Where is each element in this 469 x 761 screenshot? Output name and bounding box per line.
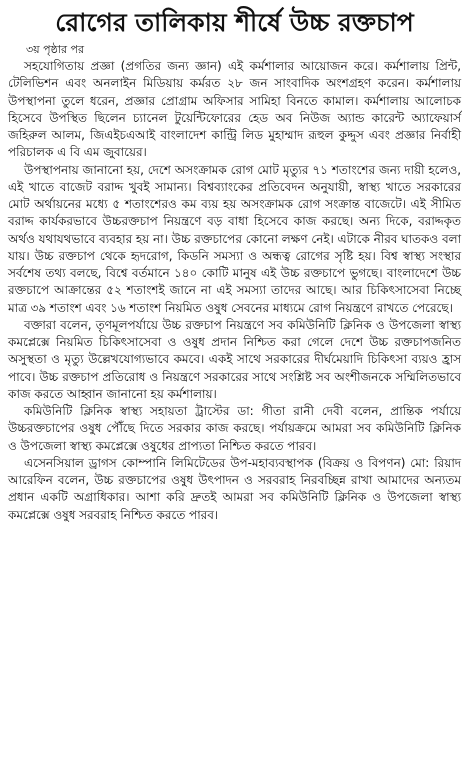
article-paragraph: সহযোগিতায় প্রজ্ঞা (প্রগতির জন্য জ্ঞান) এই কর্মশালার আয়োজন করে। কর্মশালায় প্রিন্ট, টেলিভিশন এবং অনলাইন মিডিয়ায় কর্মরত ২৮ জন সাংবাদিক অংশগ্রহণ করেন। কর্মশালায় উপস্থাপনা তুলে ধরেন, প্রজ্ঞার প্রোগ্রাম অফিসার সামিহা বিনতে কামাল। কর্মশালায় আলোচক হিসেবে উপস্থিত ছিলেন চ্যানেল টুয়েন্টিফোরের হেড অব নিউজ অ্যান্ড কারেন্ট অ্যাফেয়ার্স জহিরুল আলম, জিএইচএআই বাংলাদেশ কান্ট্রি লিড মুহাম্মাদ রূহুল কুদ্দুস এবং প্রজ্ঞার নির্বাহী পরিচালক এ বি এম জুবায়ের। xyxy=(8,59,461,160)
article-headline: রোগের তালিকায় শীর্ষে উচ্চ রক্তচাপ xyxy=(55,8,414,37)
article-paragraph: উপস্থাপনায় জানানো হয়, দেশে অসংক্রামক রোগ মোট মৃত্যুর ৭১ শতাংশের জন্য দায়ী হলেও, এই খাতে বাজেট বরাদ্দ খুবই সামান্য। বিশ্বব্যাংকের প্রতিবেদন অনুযায়ী, স্বাস্থ্য খাতে সরকারের মোট অর্থায়নের মধ্যে ৫ শতাংশেরও কম ব্যয় হয় অসংক্রামক রোগ সংক্রান্ত বাজেটে। এই সীমিত বরাদ্দ কার্যকরভাবে উচ্চরক্তচাপ নিয়ন্ত্রণে বড় বাধা হিসেবে কাজ করছে। অন্য দিকে, বরাদ্দকৃত অর্থও যথাযথভাবে ব্যবহার হয় না। উচ্চ রক্তচাপের কোনো লক্ষণ নেই। এটাকে নীরব ঘাতকও বলা যায়। উচ্চ রক্তচাপ থেকে হৃদরোগ, কিডনি সমস্যা ও অন্ধত্ব রোগের সৃষ্টি হয়। বিশ্ব স্বাস্থ্য সংস্থার সর্বশেষ তথ্য বলছে, বিশ্বে বর্তমানে ১৪০ কোটি মানুষ এই উচ্চ রক্তচাপে ভুগছে। বাংলাদেশে উচ্চ রক্তচাপে আক্রান্তের ৫২ শতাংশই জানে না এই সমস্যা তাদের আছে। আর চিকিৎসাসেবা নিচ্ছে মাত্র ৩৯ শতাংশ এবং ১৬ শতাংশ নিয়মিত ওষুধ সেবনের মাধ্যমে রোগ নিয়ন্ত্রণে রাখতে পেরেছে। xyxy=(8,162,461,315)
article-paragraph: এসেনসিয়াল ড্রাগস কোম্পানি লিমিটেডের উপ-মহাব্যবস্থাপক (বিক্রয় ও বিপণন) মো: রিয়াদ আরেফিন বলেন, উচ্চ রক্তচাপের ওষুধ উৎপাদন ও সরবরাহ নিরবচ্ছিন্ন রাখা আমাদের অন্যতম প্রধান একটি অগ্রাধিকার। আশা করি দ্রুতই আমরা সব কমিউনিটি ক্লিনিক ও উপজেলা স্বাস্থ্য কমপ্লেক্সে ওষুধ সরবরাহ নিশ্চিত করতে পারব। xyxy=(8,455,461,522)
article-paragraph: বক্তারা বলেন, তৃণমূলপর্যায়ে উচ্চ রক্তচাপ নিয়ন্ত্রণে সব কমিউনিটি ক্লিনিক ও উপজেলা স্বাস্থ্য কমপ্লেক্সে নিয়মিত চিকিৎসাসেবা ও ওষুধ প্রদান নিশ্চিত করা গেলে দেশে উচ্চ রক্তচাপজনিত অসুস্থতা ও মৃত্যু উল্লেখযোগ্যভাবে কমবে। একই সাথে সরকারের দীর্ঘমেয়াদি চিকিৎসা ব্যয়ও হ্রাস পাবে। উচ্চ রক্তচাপ প্রতিরোধ ও নিয়ন্ত্রণে সরকারের সাথে সংশ্লিষ্ট সব অংশীজনকে সম্মিলিতভাবে কাজ করতে আহ্বান জানানো হয় কর্মশালায়। xyxy=(8,317,461,401)
continued-from-line: ৩য় পৃষ্ঠার পর xyxy=(26,43,85,56)
article-body xyxy=(8,58,461,524)
article-paragraph: কমিউনিটি ক্লিনিক স্বাস্থ্য সহায়তা ট্রাস্টের ডা: গীতা রানী দেবী বলেন, প্রান্তিক পর্যায়ে উচ্চরক্তচাপের ওষুধ পৌঁছে দিতে সরকার কাজ করছে। পর্যায়ক্রমে আমরা সব কমিউনিটি ক্লিনিক ও উপজেলা স্বাস্থ্য কমপ্লেক্সে ওষুধের প্রাপ্যতা নিশ্চিত করতে পারব। xyxy=(8,404,461,453)
